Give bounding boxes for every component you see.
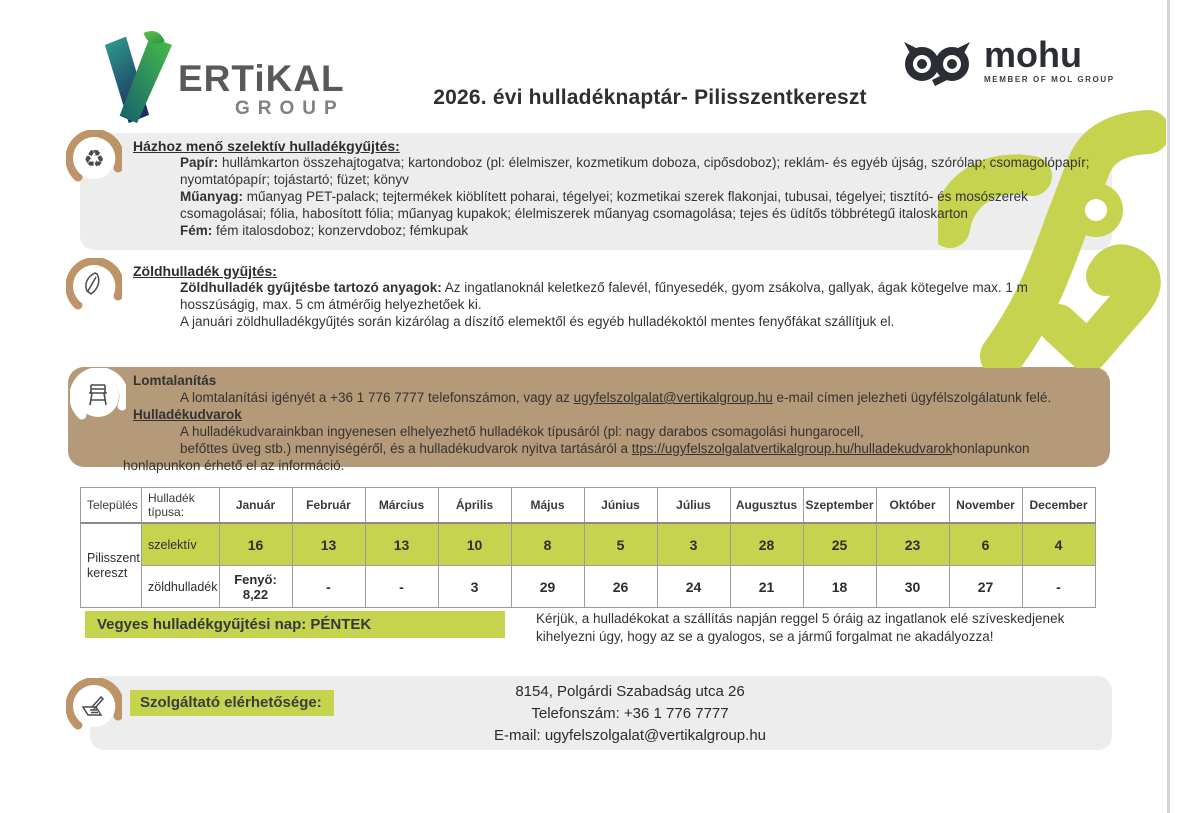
placement-note: Kérjük, a hulladékokat a szállítás napján reggel 5 óráig az ingatlanok elé szíveskedjenek kihelyezni úgy, hogy az se a gyalogos, se a jármű forgalmat ne akadályozza! (536, 611, 1065, 644)
greenwaste-may: 29 (511, 566, 584, 608)
selective-apr: 10 (438, 523, 511, 566)
col-month-april: Április (438, 488, 511, 524)
collection-calendar-table (80, 487, 1096, 608)
selective-nov: 6 (949, 523, 1022, 566)
col-month-november: November (949, 488, 1022, 524)
plastic-label: Műanyag: (180, 189, 244, 204)
col-month-february: Február (292, 488, 365, 524)
col-month-march: Március (365, 488, 438, 524)
green-waste-badge (66, 258, 122, 314)
plastic-text: műanyag PET-palack; tejtermékek kiöblített poharai, tégelyei; kozmetikai szerek flakonjai, tubusai, tégelyei; tisztító- és mosószerek csomagolásai; fólia, habosított fólia; műanyag kupakok; élelmiszerek műanyag csomagolása; tejes és üdítős többrétegű italoskarton (180, 189, 1028, 221)
selective-aug: 28 (730, 523, 803, 566)
greenwaste-apr: 3 (438, 566, 511, 608)
selective-dec: 4 (1022, 523, 1095, 566)
col-type: Hulladék típusa: (142, 488, 220, 524)
page-title: 2026. évi hulladéknaptár- Pilisszentkereszt (433, 86, 867, 109)
col-month-october: Október (876, 488, 949, 524)
greenwaste-sep: 18 (803, 566, 876, 608)
provider-phone: Telefonszám: +36 1 776 7777 (531, 705, 729, 722)
col-month-december: December (1022, 488, 1095, 524)
mixed-day-label: Vegyes hulladékgyűjtési nap: PÉNTEK (85, 611, 505, 638)
provider-address: 8154, Polgárdi Szabadság utca 26 (515, 683, 745, 700)
yards-line3-post: honlapunkon (952, 441, 1030, 456)
yards-line3-pre: befőttes üveg stb.) mennyiségéről, és a hulladékudvarok nyitva tartásáról a (180, 441, 632, 456)
col-month-august: Augusztus (730, 488, 803, 524)
vertikal-group-label: GROUP (234, 98, 345, 119)
provider-email: E-mail: ugyfelszolgalat@vertikalgroup.hu (493, 727, 767, 744)
bulky-badge (70, 368, 126, 424)
owl-icon (900, 36, 974, 88)
page-edge-line (1167, 0, 1170, 813)
selective-body (180, 154, 1093, 239)
green-materials-text: Az ingatlanoknál keletkező falevél, fűnyesedék, gyom zsákolva, gallyak, ágak kötegelve max. 1 m hosszúságig, max. 5 cm átmérőig helyezhetőek ki. (180, 280, 1028, 312)
selective-mar: 13 (365, 523, 438, 566)
vertikal-wordmark: ERTiKAL (178, 58, 345, 99)
col-month-september: Szeptember (803, 488, 876, 524)
mohu-wordmark: mohu (984, 34, 1082, 75)
bulky-line1-post: e-mail címen jelezheti ügyfélszolgálatunk felé. (772, 390, 1052, 405)
recycle-icon: ♻ (83, 146, 105, 173)
yards-line2: A hulladékudvarainkban ingyenesen elhelyezhető hulladékok típusáról (pl: nagy darabos csomagolási hungarocell, (180, 424, 864, 439)
paper-label: Papír: (180, 155, 219, 170)
metal-label: Fém: (180, 223, 213, 238)
green-january-note: A januári zöldhulladékgyűjtés során kizárólag a díszítő elemektől és egyéb hulladékoktól mentes fenyőfákat szállítjuk el. (180, 314, 895, 329)
greenwaste-jul: 24 (657, 566, 730, 608)
table-header-row (81, 488, 1096, 524)
selective-row (81, 523, 1096, 566)
greenwaste-mar: - (365, 566, 438, 608)
email-link[interactable]: ugyfelszolgalat@vertikalgroup.hu (573, 390, 773, 405)
selective-sep: 25 (803, 523, 876, 566)
provider-contact-details (380, 681, 880, 747)
green-materials-label: Zöldhulladék gyűjtésbe tartozó anyagok: (180, 280, 442, 295)
bulky-heading: Lomtalanítás (133, 373, 217, 388)
yards-line4: honlapunkon érhető el az információ. (123, 458, 345, 473)
yards-line3 (180, 440, 1103, 457)
bulky-request-line (180, 389, 1103, 406)
recycle-badge (66, 130, 122, 186)
provider-contact-label: Szolgáltató elérhetősége: (130, 690, 334, 716)
selective-feb: 13 (292, 523, 365, 566)
greenwaste-nov: 27 (949, 566, 1022, 608)
selective-jan: 16 (219, 523, 292, 566)
selective-oct: 23 (876, 523, 949, 566)
col-month-july: Július (657, 488, 730, 524)
settlement-cell: Pilisszent kereszt (81, 523, 142, 608)
row-type-selective: szelektív (142, 523, 220, 566)
greenwaste-jan: Fenyő: 8,22 (219, 566, 292, 608)
selective-heading: Házhoz menő szelektív hulladékgyűjtés: (133, 138, 400, 154)
green-waste-heading: Zöldhulladék gyűjtés: (133, 263, 277, 279)
mohu-subtitle: MEMBER OF MOL GROUP (984, 75, 1115, 84)
yards-subheading: Hulladékudvarok (133, 407, 242, 422)
greenwaste-feb: - (292, 566, 365, 608)
row-type-greenwaste: zöldhulladék (142, 566, 220, 608)
paper-text: hullámkarton összehajtogatva; kartondoboz (pl: élelmiszer, kozmetikum doboza, cipősdoboz); reklám- és egyéb újság, szórólap; csomagolópapír; nyomtatópapír; tojástartó; füzet; könyv (180, 155, 1090, 187)
selective-jul: 3 (657, 523, 730, 566)
greenwaste-row (81, 566, 1096, 608)
col-settlement: Település (81, 488, 142, 524)
selective-may: 8 (511, 523, 584, 566)
greenwaste-oct: 30 (876, 566, 949, 608)
bulky-line1-pre: A lomtalanítási igényét a +36 1 776 7777 telefonszámon, vagy az (180, 390, 574, 405)
col-month-may: Május (511, 488, 584, 524)
metal-text: fém italosdoboz; konzervdoboz; fémkupak (212, 223, 469, 238)
mohu-logo (900, 36, 1115, 88)
col-month-june: Június (584, 488, 657, 524)
yards-url-link[interactable]: ttps://ugyfelszolgalatvertikalgroup.hu/hulladekudvarok (631, 441, 953, 456)
greenwaste-dec: - (1022, 566, 1095, 608)
col-month-january: Január (219, 488, 292, 524)
contact-badge (66, 678, 122, 734)
v-leaf-logo-icon (92, 26, 184, 132)
greenwaste-jun: 26 (584, 566, 657, 608)
vertikal-logo (92, 26, 345, 132)
green-waste-body (180, 279, 1093, 330)
greenwaste-aug: 21 (730, 566, 803, 608)
selective-jun: 5 (584, 523, 657, 566)
